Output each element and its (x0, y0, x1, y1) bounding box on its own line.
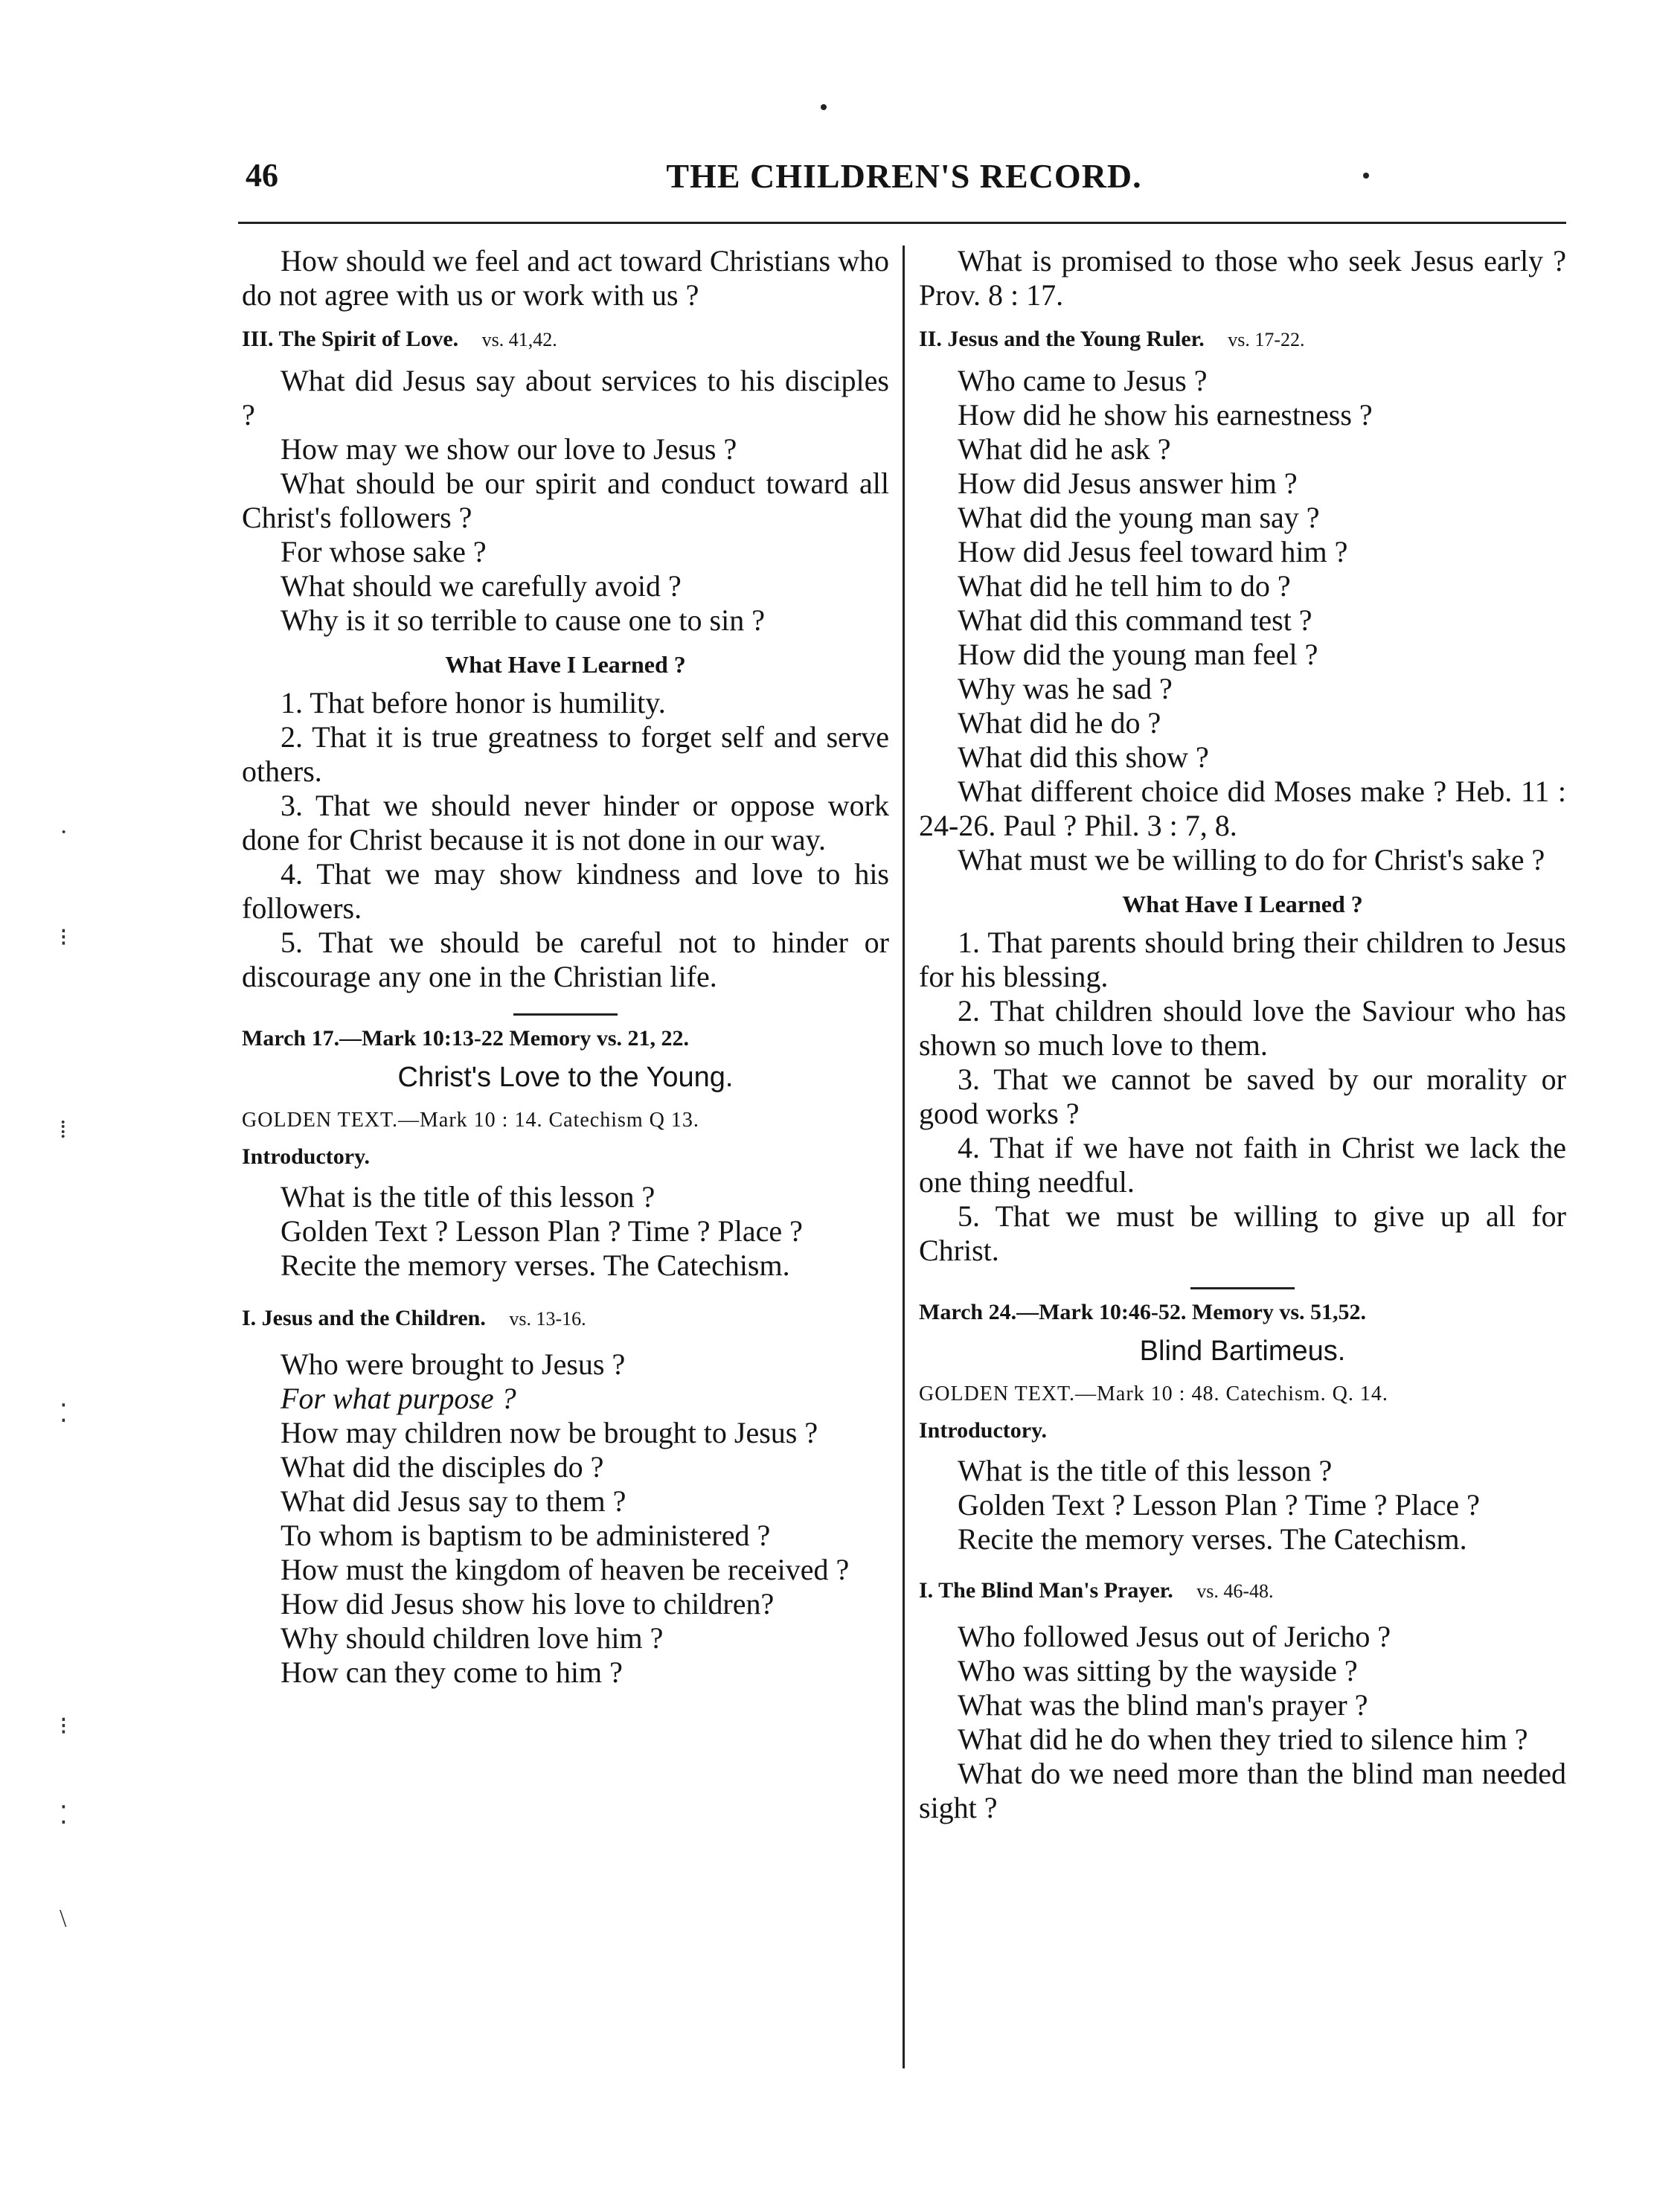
question: What different choice did Moses make ? Heb. 11 : 24-26. Paul ? Phil. 3 : 7, 8. (919, 775, 1566, 842)
margin-mark: \ (60, 1905, 67, 1932)
question: How must the kingdom of heaven be received ? (281, 1553, 850, 1586)
question: How did he show his earnestness ? (958, 398, 1373, 432)
section-verses: vs. 41,42. (481, 329, 557, 350)
learned-item: 3. That we cannot be saved by our morality or good works ? (919, 1062, 1566, 1130)
header-rule (238, 222, 1566, 224)
question: What is the title of this lesson ? (958, 1454, 1333, 1487)
question: For what purpose ? (281, 1382, 516, 1415)
section-title: III. The Spirit of Love. (242, 327, 459, 351)
golden-text: GOLDEN TEXT.—Mark 10 : 14. Catechism Q 13. (242, 1109, 699, 1132)
question: What must we be willing to do for Christ's sake ? (958, 843, 1545, 876)
section-heading (242, 1304, 889, 1334)
question: Recite the memory verses. The Catechism. (281, 1248, 790, 1282)
question: What did this command test ? (958, 603, 1312, 637)
question: What did he ask ? (958, 432, 1171, 466)
intro-question: What is promised to those who seek Jesus early ? Prov. 8 : 17. (919, 244, 1566, 312)
page-number: 46 (246, 157, 278, 193)
question: How did Jesus answer him ? (958, 467, 1298, 500)
question: What did Jesus say to them ? (281, 1484, 626, 1518)
question: What did he do when they tried to silence him ? (958, 1722, 1528, 1756)
question: Who was sitting by the wayside ? (958, 1654, 1358, 1687)
question: What did this show ? (958, 740, 1209, 774)
section-title: I. Jesus and the Children. (242, 1306, 486, 1330)
question: Why should children love him ? (281, 1621, 664, 1655)
section-title: I. The Blind Man's Prayer. (919, 1578, 1173, 1603)
lesson-reference: March 24.—Mark 10:46-52. Memory vs. 51,52. (919, 1300, 1366, 1324)
learned-item: 1. That before honor is humility. (281, 686, 666, 719)
section-divider (513, 1013, 618, 1016)
margin-mark: ⁝ (60, 1713, 68, 1740)
learned-item: 4. That we may show kindness and love to his followers. (242, 857, 889, 925)
question: What did the disciples do ? (281, 1450, 604, 1484)
section-verses: vs. 46-48. (1196, 1580, 1274, 1602)
question: Golden Text ? Lesson Plan ? Time ? Place ? (958, 1488, 1480, 1522)
learned-heading: What Have I Learned ? (445, 651, 686, 678)
lesson-reference: March 17.—Mark 10:13-22 Memory vs. 21, 22. (242, 1026, 689, 1051)
stray-dot (821, 104, 827, 110)
question: For whose sake ? (281, 535, 487, 568)
learned-item: 4. That if we have not faith in Christ we lack the one thing needful. (919, 1131, 1566, 1199)
question: Why is it so terrible to cause one to sin ? (281, 603, 765, 637)
margin-mark: ⁝ (60, 924, 68, 952)
question: Who were brought to Jesus ? (281, 1347, 626, 1381)
question: Why was he sad ? (958, 672, 1173, 705)
learned-item: 2. That children should love the Saviour who has shown so much love to them. (919, 994, 1566, 1062)
learned-heading: What Have I Learned ? (1122, 891, 1363, 917)
question: What is the title of this lesson ? (281, 1180, 655, 1214)
margin-mark: ⁞ (60, 1116, 67, 1144)
right-column (919, 244, 1566, 1825)
question: What do we need more than the blind man needed sight ? (919, 1757, 1566, 1824)
section-heading (919, 1576, 1566, 1606)
column-divider (903, 246, 905, 2068)
question: Who followed Jesus out of Jericho ? (958, 1620, 1391, 1653)
section-divider (1190, 1287, 1295, 1289)
question: What did he tell him to do ? (958, 569, 1291, 603)
left-column (242, 244, 889, 1690)
learned-item: 2. That it is true greatness to forget self and serve others. (242, 720, 889, 788)
margin-mark: ⁚ (60, 1400, 68, 1428)
learned-item: 3. That we should never hinder or oppose work done for Christ because it is not done in our way. (242, 789, 889, 856)
introductory-heading: Introductory. (242, 1144, 370, 1169)
section-title: II. Jesus and the Young Ruler. (919, 327, 1205, 351)
question: What did he do ? (958, 706, 1161, 740)
learned-item: 1. That parents should bring their children to Jesus for his blessing. (919, 926, 1566, 993)
question: Golden Text ? Lesson Plan ? Time ? Place ? (281, 1214, 803, 1248)
running-title: THE CHILDREN'S RECORD. (666, 157, 1142, 195)
question: How may children now be brought to Jesus ? (281, 1416, 818, 1449)
question: Recite the memory verses. The Catechism. (958, 1522, 1467, 1556)
lesson-title: Blind Bartimeus. (1139, 1336, 1346, 1367)
section-verses: vs. 13-16. (509, 1308, 586, 1330)
question: To whom is baptism to be administered ? (281, 1519, 771, 1552)
introductory-heading: Introductory. (919, 1418, 1047, 1443)
question: What should be our spirit and conduct toward all Christ's followers ? (242, 467, 889, 534)
lesson-title: Christ's Love to the Young. (397, 1062, 734, 1093)
question: How did Jesus feel toward him ? (958, 535, 1348, 568)
question: How did the young man feel ? (958, 638, 1318, 671)
question: What did the young man say ? (958, 501, 1320, 534)
margin-mark: · (60, 818, 68, 846)
section-verses: vs. 17-22. (1228, 329, 1305, 350)
question: How can they come to him ? (281, 1655, 623, 1689)
golden-text: GOLDEN TEXT.—Mark 10 : 48. Catechism. Q. 14. (919, 1382, 1388, 1405)
section-heading (242, 324, 889, 355)
learned-item: 5. That we must be willing to give up all for Christ. (919, 1199, 1566, 1267)
question: How did Jesus show his love to children? (281, 1587, 775, 1620)
question: How may we show our love to Jesus ? (281, 432, 737, 466)
question: Who came to Jesus ? (958, 364, 1208, 397)
section-heading (919, 324, 1566, 355)
question: What did Jesus say about services to his disciples ? (242, 364, 889, 432)
question: What should we carefully avoid ? (281, 569, 682, 603)
learned-item: 5. That we should be careful not to hinder or discourage any one in the Christian life. (242, 926, 889, 993)
intro-question: How should we feel and act toward Christians who do not agree with us or work with us ? (242, 244, 889, 312)
margin-mark: ⁚ (60, 1802, 68, 1830)
page-header (246, 156, 1562, 201)
question: What was the blind man's prayer ? (958, 1688, 1368, 1722)
